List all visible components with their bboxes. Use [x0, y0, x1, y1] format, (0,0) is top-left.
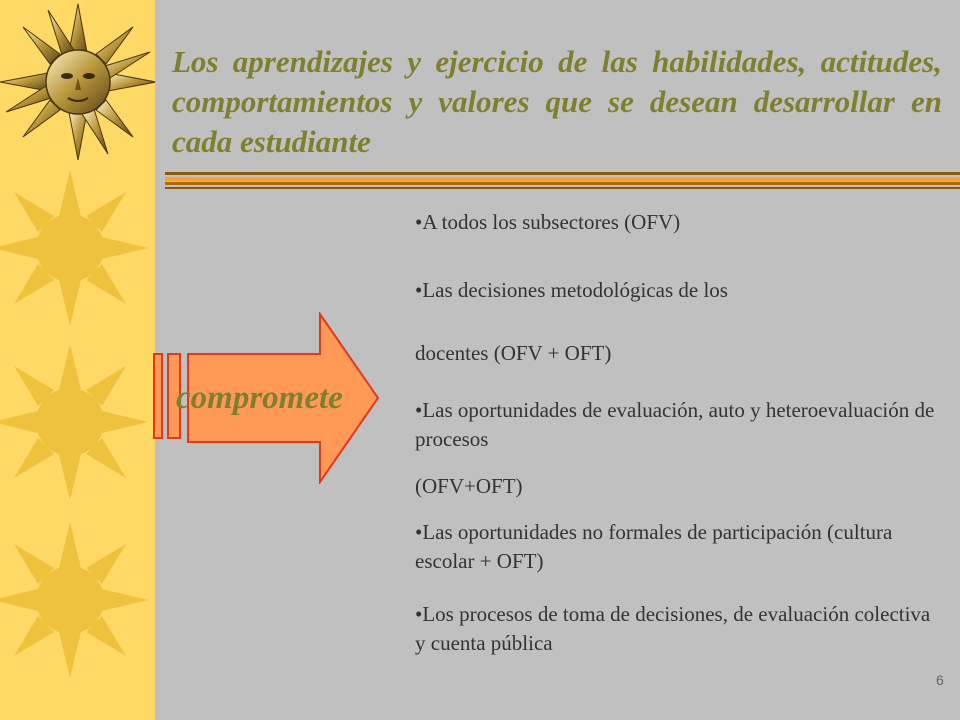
- bullet-item: •A todos los subsectores (OFV): [415, 210, 681, 234]
- sun-face-icon: [0, 4, 155, 160]
- title-divider: [165, 172, 960, 190]
- arrow-label: compromete: [176, 380, 343, 416]
- decorative-sidebar: [0, 0, 155, 720]
- page-number: 6: [936, 672, 944, 688]
- sun-decorations: [0, 0, 155, 720]
- sun-icon: [0, 170, 148, 326]
- slide-title: Los aprendizajes y ejercicio de las habilidades, actitudes, comportamientos y valores que se desean desarrollar en cada estudiante: [172, 44, 942, 159]
- sun-icon: [0, 522, 148, 678]
- bullet-item: docentes (OFV + OFT): [415, 341, 612, 365]
- bullet-item: (OFV+OFT): [415, 474, 523, 498]
- sun-icon: [0, 344, 148, 500]
- bullet-item: •Las oportunidades no formales de participación (cultura escolar + OFT): [415, 520, 893, 573]
- bullet-item: •Los procesos de toma de decisiones, de evaluación colectiva y cuenta pública: [415, 602, 931, 655]
- bullet-item: •Las oportunidades de evaluación, auto y heteroevaluación de procesos: [415, 398, 935, 451]
- bullet-item: •Las decisiones metodológicas de los: [415, 278, 728, 302]
